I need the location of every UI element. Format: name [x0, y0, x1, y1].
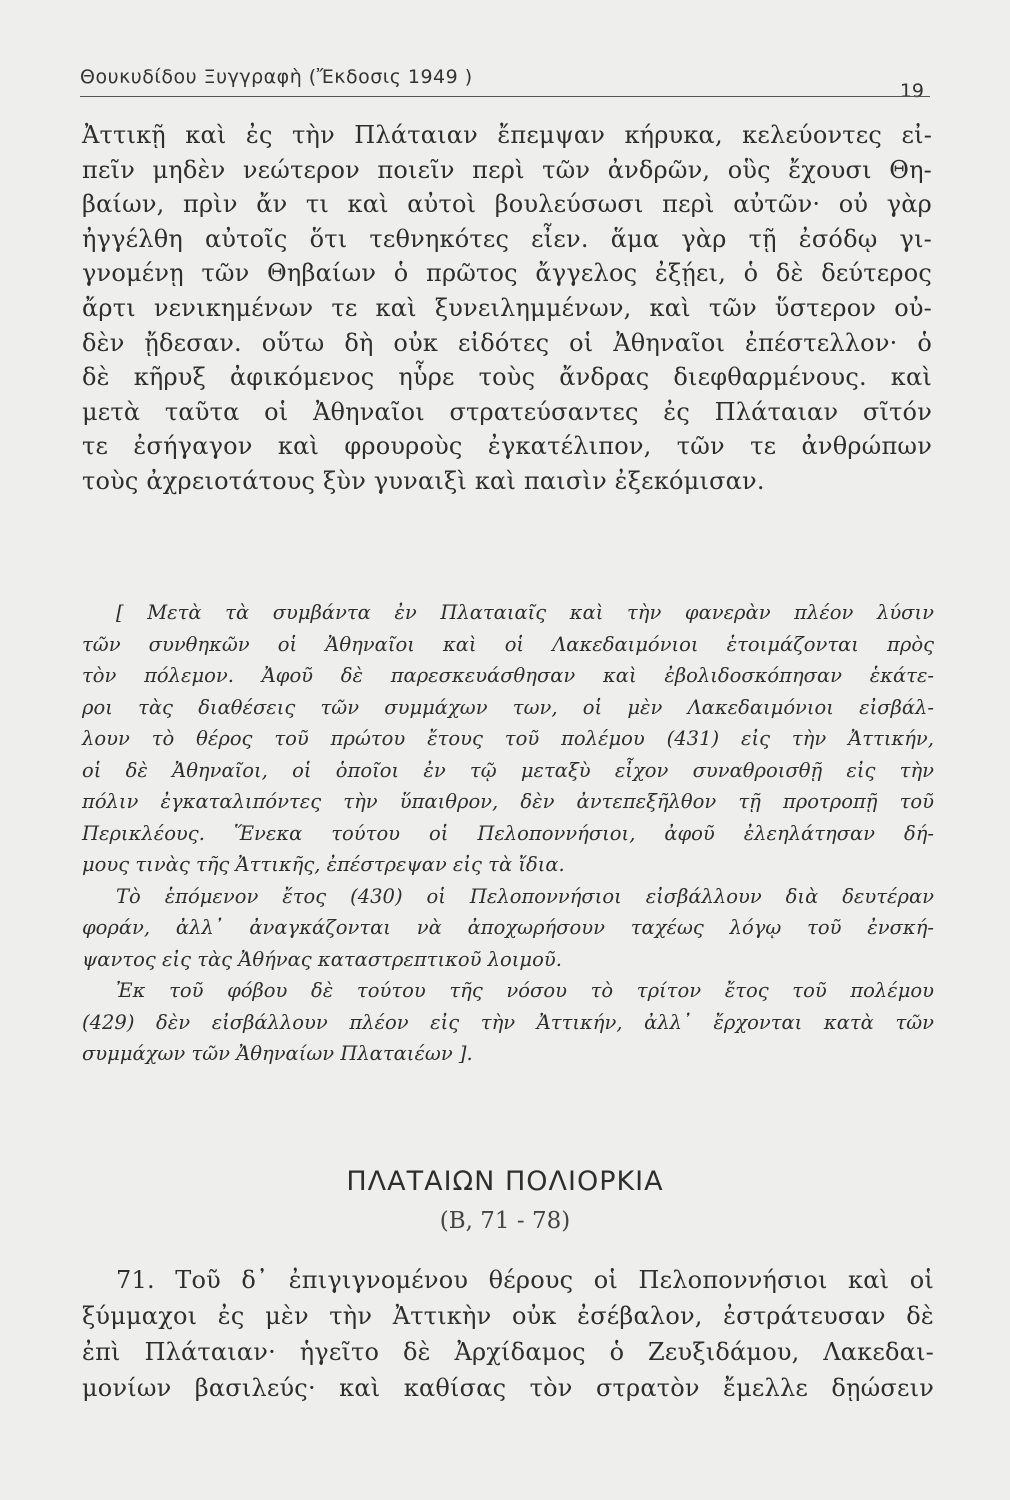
text-line: βαίων, πρὶν ἄν τι καὶ αὐτοὶ βουλεύσωσι περὶ αὐτῶν· οὐ γὰρ [82, 190, 932, 219]
summary-line: τὸν πόλεμον. Ἀφοῦ δὲ παρεσκευάσθησαν καὶ ἐβολιδοσκόπησαν ἑκάτε- [82, 664, 934, 687]
text-line: ἄρτι νενικημένων τε καὶ ξυνειλημμένων, καὶ τῶν ὕστερον οὐ- [82, 293, 932, 322]
text-line: ἠγγέλθη αὐτοῖς ὅτι τεθνηκότες εἶεν. ἅμα γὰρ τῇ ἐσόδῳ γι- [82, 224, 932, 253]
summary-line: Ἐκ τοῦ φόβου δὲ τούτου τῆς νόσου τὸ τρίτον ἔτος τοῦ πολέμου [116, 979, 934, 1002]
summary-line: ροι τὰς διαθέσεις τῶν συμμάχων των, οἱ μὲν Λακεδαιμόνιοι εἰσβάλ- [82, 695, 934, 719]
summary-line: ψαντος εἰς τὰς Ἀθήνας καταστρεπτικοῦ λοιμοῦ. [82, 947, 562, 971]
text-line: τοὺς ἀχρειοτάτους ξὺν γυναιξὶ καὶ παισὶν ἐξεκόμισαν. [82, 466, 765, 495]
text-line: μετὰ ταῦτα οἱ Ἀθηναῖοι στρατεύσαντες ἐς Πλάταιαν σῖτόν [82, 397, 932, 426]
summary-line: Τὸ ἑπόμενον ἔτος (430) οἱ Πελοποννήσιοι εἰσβάλλουν διὰ δευτέραν [116, 884, 934, 908]
text-line: ξύμμαχοι ἐς μὲν τὴν Ἀττικὴν οὐκ ἐσέβαλον, ἐστράτευσαν δὲ [82, 1302, 934, 1330]
summary-line: πόλιν ἐγκαταλιπόντες τὴν ὕπαιθρον, δὲν ἀντεπεξῆλθον τῇ προτροπῇ τοῦ [82, 790, 934, 813]
header-rule [80, 96, 930, 97]
text-line: δὲν ᾔδεσαν. οὕτω δὴ οὐκ εἰδότες οἱ Ἀθηναῖοι ἐπέστελλον· ὁ [82, 328, 932, 357]
page-number: 19 [899, 80, 924, 102]
text-line: τε ἐσήγαγον καὶ φρουροὺς ἐγκατέλιπον, τῶν τε ἀνθρώπων [82, 432, 932, 461]
summary-line: Περικλέους. Ἕνεκα τούτου οἱ Πελοποννήσιοι, ἀφοῦ ἐλεηλάτησαν δή- [82, 821, 934, 845]
page-header [80, 58, 940, 102]
text-line: ἐπὶ Πλάταιαν· ἡγεῖτο δὲ Ἀρχίδαμος ὁ Ζευξιδάμου, Λακεδαι- [82, 1338, 934, 1366]
summary-line: φοράν, ἀλλ᾽ ἀναγκάζονται νὰ ἀποχωρήσουν ταχέως λόγῳ τοῦ ἐνσκή- [82, 916, 934, 939]
summary-line: (429) δὲν εἰσβάλλουν πλέον εἰς τὴν Ἀττικήν, ἀλλ᾽ ἔρχονται κατὰ τῶν [82, 1010, 934, 1034]
text-line: 71. Τοῦ δ᾽ ἐπιγιγνομένου θέρους οἱ Πελοποννήσιοι καὶ οἱ [116, 1266, 934, 1294]
text-line: πεῖν μηδὲν νεώτερον ποιεῖν περὶ τῶν ἀνδρῶν, οὓς ἔχουσι Θη- [82, 155, 932, 184]
section-title: ΠΛΑΤΑΙΩΝ ΠΟΛΙΟΡΚΙΑ [346, 1166, 664, 1197]
summary-line: οἱ δὲ Ἀθηναῖοι, οἱ ὁποῖοι ἐν τῷ μεταξὺ εἶχον συναθροισθῇ εἰς τὴν [82, 758, 934, 782]
text-line: δὲ κῆρυξ ἀφικόμενος ηὗρε τοὺς ἄνδρας διεφθαρμένους. καὶ [82, 363, 932, 392]
editorial-summary [82, 597, 934, 1070]
text-line: μονίων βασιλεύς· καὶ καθίσας τὸν στρατὸν ἔμελλε δῃώσειν [82, 1374, 934, 1402]
text-line: Ἀττικῇ καὶ ἐς τὴν Πλάταιαν ἔπεμψαν κήρυκα, κελεύοντες εἰ- [82, 121, 932, 149]
summary-line: [ Μετὰ τὰ συμβάντα ἐν Πλαταιαῖς καὶ τὴν φανερὰν πλέον λύσιν [116, 601, 934, 624]
main-text [82, 118, 932, 499]
summary-line: λουν τὸ θέρος τοῦ πρώτου ἔτους τοῦ πολέμου (431) εἰς τὴν Ἀττικήν, [82, 727, 934, 750]
summary-line: τῶν συνθηκῶν οἱ Ἀθηναῖοι καὶ οἱ Λακεδαιμόνιοι ἑτοιμάζονται πρὸς [82, 632, 934, 656]
summary-line: συμμάχων τῶν Ἀθηναίων Πλαταιέων ]. [82, 1042, 473, 1065]
text-line: γνομένῃ τῶν Θηβαίων ὁ πρῶτος ἄγγελος ἐξῄει, ὁ δὲ δεύτερος [82, 259, 932, 288]
chapter-text [82, 1262, 934, 1406]
running-title: Θουκυδίδου Ξυγγραφὴ (Ἔκδοσις 1949 ) [80, 66, 473, 88]
section-reference: (Β, 71 - 78) [439, 1208, 571, 1234]
summary-line: μους τινὰς τῆς Ἀττικῆς, ἐπέστρεψαν εἰς τὰ ἴδια. [82, 853, 565, 876]
